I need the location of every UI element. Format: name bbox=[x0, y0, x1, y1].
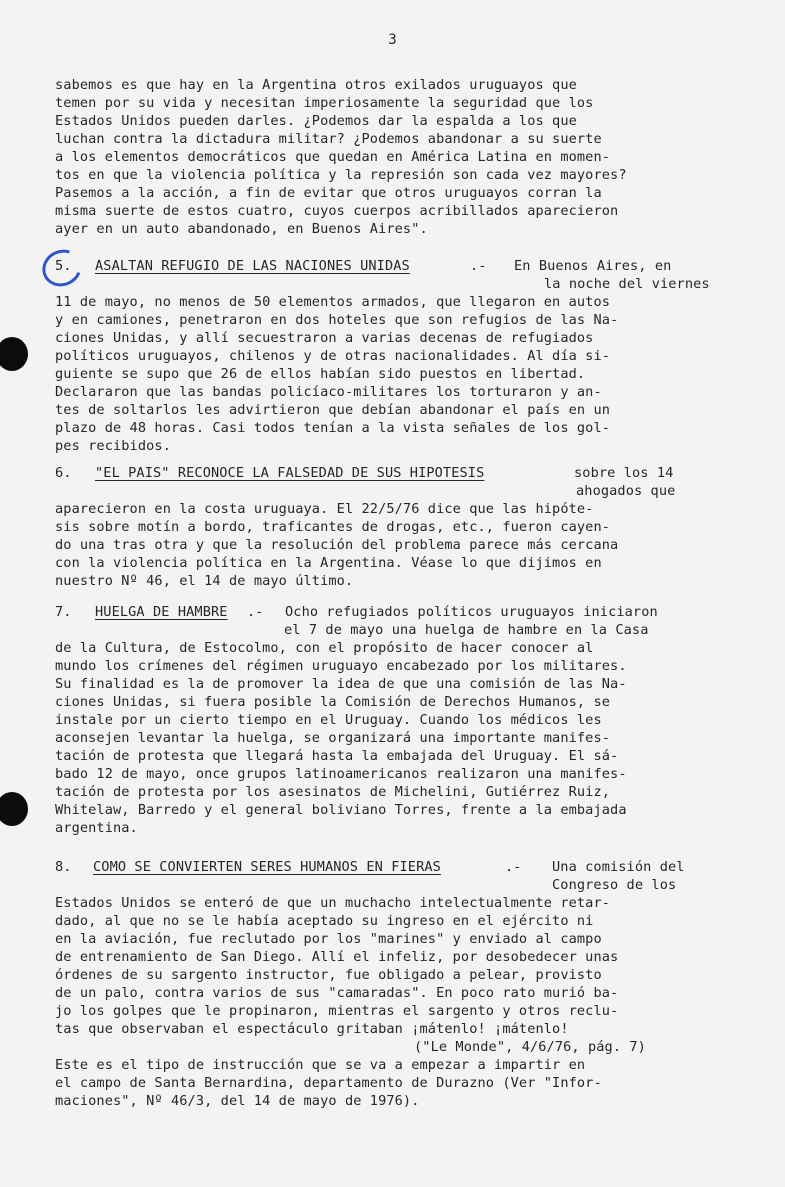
section-title-separator: .- bbox=[247, 604, 264, 620]
text-line: misma suerte de estos cuatro, cuyos cuerpos acribillados aparecieron bbox=[55, 203, 619, 219]
text-line: el campo de Santa Bernardina, departamento de Durazno (Ver "Infor- bbox=[55, 1075, 602, 1091]
text-line: tación de protesta por los asesinatos de Michelini, Gutiérrez Ruiz, bbox=[55, 784, 611, 800]
text-line: maciones", Nº 46/3, del 14 de mayo de 1976). bbox=[55, 1093, 420, 1109]
text-line: y en camiones, penetraron en dos hoteles que son refugios de las Na- bbox=[55, 312, 619, 328]
text-line: ciones Unidas, si fuera posible la Comisión de Derechos Humanos, se bbox=[55, 694, 611, 710]
text-line: Estados Unidos se enteró de que un muchacho intelectualmente retar- bbox=[55, 895, 611, 911]
text-line: con la violencia política en la Argentina. Véase lo que dijimos en bbox=[55, 555, 602, 571]
text-line: aparecieron en la costa uruguaya. El 22/5/76 dice que las hipóte- bbox=[55, 501, 594, 517]
section-head-text: Una comisión del bbox=[552, 859, 685, 875]
text-line: Whitelaw, Barredo y el general boliviano Torres, frente a la embajada bbox=[55, 802, 627, 818]
section-title: HUELGA DE HAMBRE bbox=[95, 604, 228, 620]
page-number: 3 bbox=[388, 32, 397, 48]
text-line: bado 12 de mayo, once grupos latinoamericanos realizaron una manifes- bbox=[55, 766, 627, 782]
text-line: tas que observaban el espectáculo gritaban ¡mátenlo! ¡mátenlo! bbox=[55, 1021, 569, 1037]
text-line: plazo de 48 horas. Casi todos tenían a la vista señales de los gol- bbox=[55, 420, 611, 436]
text-line: órdenes de su sargento instructor, fue obligado a pelear, provisto bbox=[55, 967, 602, 983]
section-head-text: sobre los 14 bbox=[574, 465, 674, 481]
text-line: tes de soltarlos les advirtieron que debían abandonar el país en un bbox=[55, 402, 611, 418]
text-line: de entrenamiento de San Diego. Allí el infeliz, por desobedecer unas bbox=[55, 949, 619, 965]
text-line: ciones Unidas, y allí secuestraron a varias decenas de refugiados bbox=[55, 330, 594, 346]
text-line: luchan contra la dictadura militar? ¿Podemos abandonar a su suerte bbox=[55, 131, 602, 147]
text-line: en la aviación, fue reclutado por los "marines" y enviado al campo bbox=[55, 931, 602, 947]
section-head-text: En Buenos Aires, en bbox=[514, 258, 672, 274]
punch-hole bbox=[0, 792, 28, 826]
text-line: sabemos es que hay en la Argentina otros exilados uruguayos que bbox=[55, 77, 577, 93]
text-line: sis sobre motín a bordo, traficantes de drogas, etc., fueron cayen- bbox=[55, 519, 611, 535]
section-title-separator: .- bbox=[505, 859, 522, 875]
text-line: dado, al que no se le había aceptado su ingreso en el ejército ni bbox=[55, 913, 594, 929]
section-title-separator: .- bbox=[470, 258, 487, 274]
text-line: pes recibidos. bbox=[55, 438, 171, 454]
text-line: guiente se supo que 26 de ellos habían sido puestos en libertad. bbox=[55, 366, 586, 382]
text-line: mundo los crímenes del régimen uruguayo encabezado por los militares. bbox=[55, 658, 627, 674]
text-line: instale por un cierto tiempo en el Uruguay. Cuando los médicos les bbox=[55, 712, 602, 728]
section-title: "EL PAIS" RECONOCE LA FALSEDAD DE SUS HIPOTESIS bbox=[95, 465, 485, 481]
text-line: Estados Unidos pueden darles. ¿Podemos dar la espalda a los que bbox=[55, 113, 577, 129]
text-line: Declararon que las bandas policíaco-militares los torturaron y an- bbox=[55, 384, 602, 400]
text-line: do una tras otra y que la resolución del problema parece más cercana bbox=[55, 537, 619, 553]
section-title: ASALTAN REFUGIO DE LAS NACIONES UNIDAS bbox=[95, 258, 410, 274]
punch-hole bbox=[0, 337, 28, 371]
text-line: temen por su vida y necesitan imperiosamente la seguridad que los bbox=[55, 95, 594, 111]
section-head-text: Ocho refugiados políticos uruguayos iniciaron bbox=[285, 604, 658, 620]
text-line: nuestro Nº 46, el 14 de mayo último. bbox=[55, 573, 354, 589]
text-line: ayer en un auto abandonado, en Buenos Aires". bbox=[55, 221, 428, 237]
text-line: Pasemos a la acción, a fin de evitar que otros uruguayos corran la bbox=[55, 185, 602, 201]
text-line: 11 de mayo, no menos de 50 elementos armados, que llegaron en autos bbox=[55, 294, 611, 310]
section-head-continuation: la noche del viernes bbox=[544, 276, 710, 292]
section-number: 6. bbox=[55, 465, 72, 481]
text-line: argentina. bbox=[55, 820, 138, 836]
citation: ("Le Monde", 4/6/76, pág. 7) bbox=[414, 1039, 646, 1055]
text-line: aconsejen levantar la huelga, se organizará una importante manifes- bbox=[55, 730, 611, 746]
section-number: 7. bbox=[55, 604, 72, 620]
text-line: tación de protesta que llegará hasta la embajada del Uruguay. El sá- bbox=[55, 748, 619, 764]
text-line: jo los golpes que le propinaron, mientras el sargento y otros reclu- bbox=[55, 1003, 619, 1019]
text-line: políticos uruguayos, chilenos y de otras nacionalidades. Al día si- bbox=[55, 348, 611, 364]
text-line: Su finalidad es la de promover la idea de que una comisión de las Na- bbox=[55, 676, 627, 692]
text-line: a los elementos democráticos que quedan en América Latina en momen- bbox=[55, 149, 611, 165]
section-head-continuation: el 7 de mayo una huelga de hambre en la Casa bbox=[284, 622, 649, 638]
section-head-continuation: ahogados que bbox=[576, 483, 676, 499]
section-number: 8. bbox=[55, 859, 72, 875]
section-number: 5. bbox=[55, 258, 72, 274]
text-line: Este es el tipo de instrucción que se va a empezar a impartir en bbox=[55, 1057, 586, 1073]
section-title: COMO SE CONVIERTEN SERES HUMANOS EN FIERAS bbox=[93, 859, 441, 875]
section-head-continuation: Congreso de los bbox=[552, 877, 677, 893]
text-line: de un palo, contra varios de sus "camaradas". En poco rato murió ba- bbox=[55, 985, 619, 1001]
text-line: tos en que la violencia política y la represión son cada vez mayores? bbox=[55, 167, 627, 183]
text-line: de la Cultura, de Estocolmo, con el propósito de hacer conocer al bbox=[55, 640, 594, 656]
